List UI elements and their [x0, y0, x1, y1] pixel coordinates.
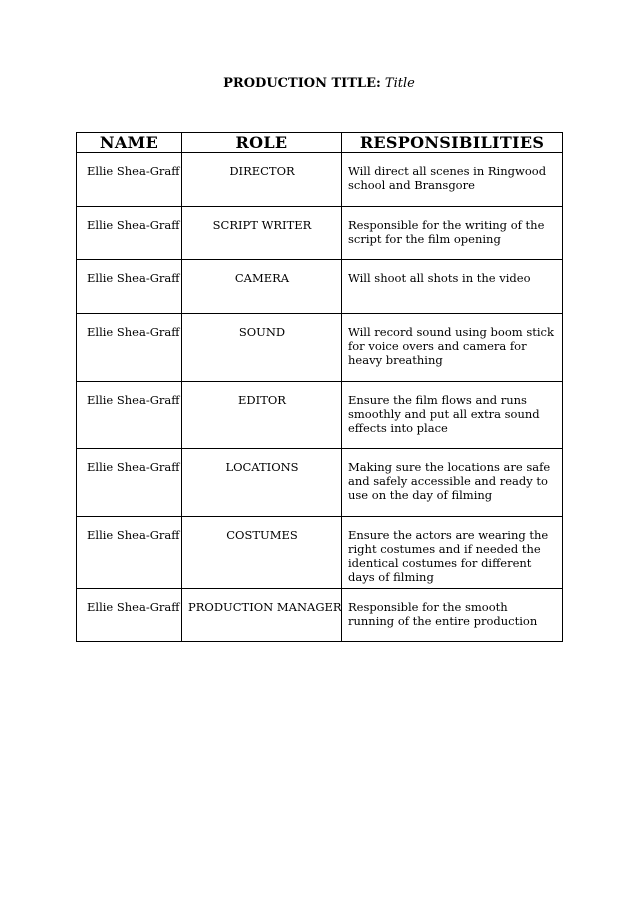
crew-table [76, 132, 563, 642]
cell-role: DIRECTOR [182, 153, 342, 207]
table-row [77, 589, 563, 642]
production-title-label: PRODUCTION TITLE: [223, 76, 381, 91]
cell-name: Ellie Shea-Graff [77, 449, 182, 517]
cell-name: Ellie Shea-Graff [77, 517, 182, 589]
cell-name: Ellie Shea-Graff [77, 382, 182, 449]
table-row [77, 207, 563, 260]
cell-role: SOUND [182, 314, 342, 382]
cell-role: COSTUMES [182, 517, 342, 589]
table-row [77, 153, 563, 207]
production-title-value: Title [384, 76, 415, 91]
cell-name: Ellie Shea-Graff [77, 260, 182, 314]
cell-name: Ellie Shea-Graff [77, 314, 182, 382]
table-row [77, 260, 563, 314]
cell-name: Ellie Shea-Graff [77, 153, 182, 207]
crew-table-body [77, 153, 563, 642]
header-responsibilities: RESPONSIBILITIES [342, 133, 563, 153]
cell-responsibilities: Ensure the film flows and runs smoothly and put all extra sound effects into place [342, 382, 563, 449]
cell-role: PRODUCTION MANAGER [182, 589, 342, 642]
cell-responsibilities: Will shoot all shots in the video [342, 260, 563, 314]
table-row [77, 517, 563, 589]
header-name: NAME [77, 133, 182, 153]
production-title-line [0, 76, 638, 91]
header-role: ROLE [182, 133, 342, 153]
cell-responsibilities: Responsible for the smooth running of the entire production [342, 589, 563, 642]
table-row [77, 314, 563, 382]
cell-role: LOCATIONS [182, 449, 342, 517]
cell-role: SCRIPT WRITER [182, 207, 342, 260]
cell-responsibilities: Ensure the actors are wearing the right costumes and if needed the identical costumes for different days of filming [342, 517, 563, 589]
cell-role: CAMERA [182, 260, 342, 314]
cell-name: Ellie Shea-Graff [77, 589, 182, 642]
cell-name: Ellie Shea-Graff [77, 207, 182, 260]
cell-responsibilities: Responsible for the writing of the script for the film opening [342, 207, 563, 260]
cell-role: EDITOR [182, 382, 342, 449]
table-row [77, 449, 563, 517]
cell-responsibilities: Will direct all scenes in Ringwood school and Bransgore [342, 153, 563, 207]
table-row [77, 382, 563, 449]
cell-responsibilities: Will record sound using boom stick for voice overs and camera for heavy breathing [342, 314, 563, 382]
cell-responsibilities: Making sure the locations are safe and safely accessible and ready to use on the day of filming [342, 449, 563, 517]
table-header-row [77, 133, 563, 153]
